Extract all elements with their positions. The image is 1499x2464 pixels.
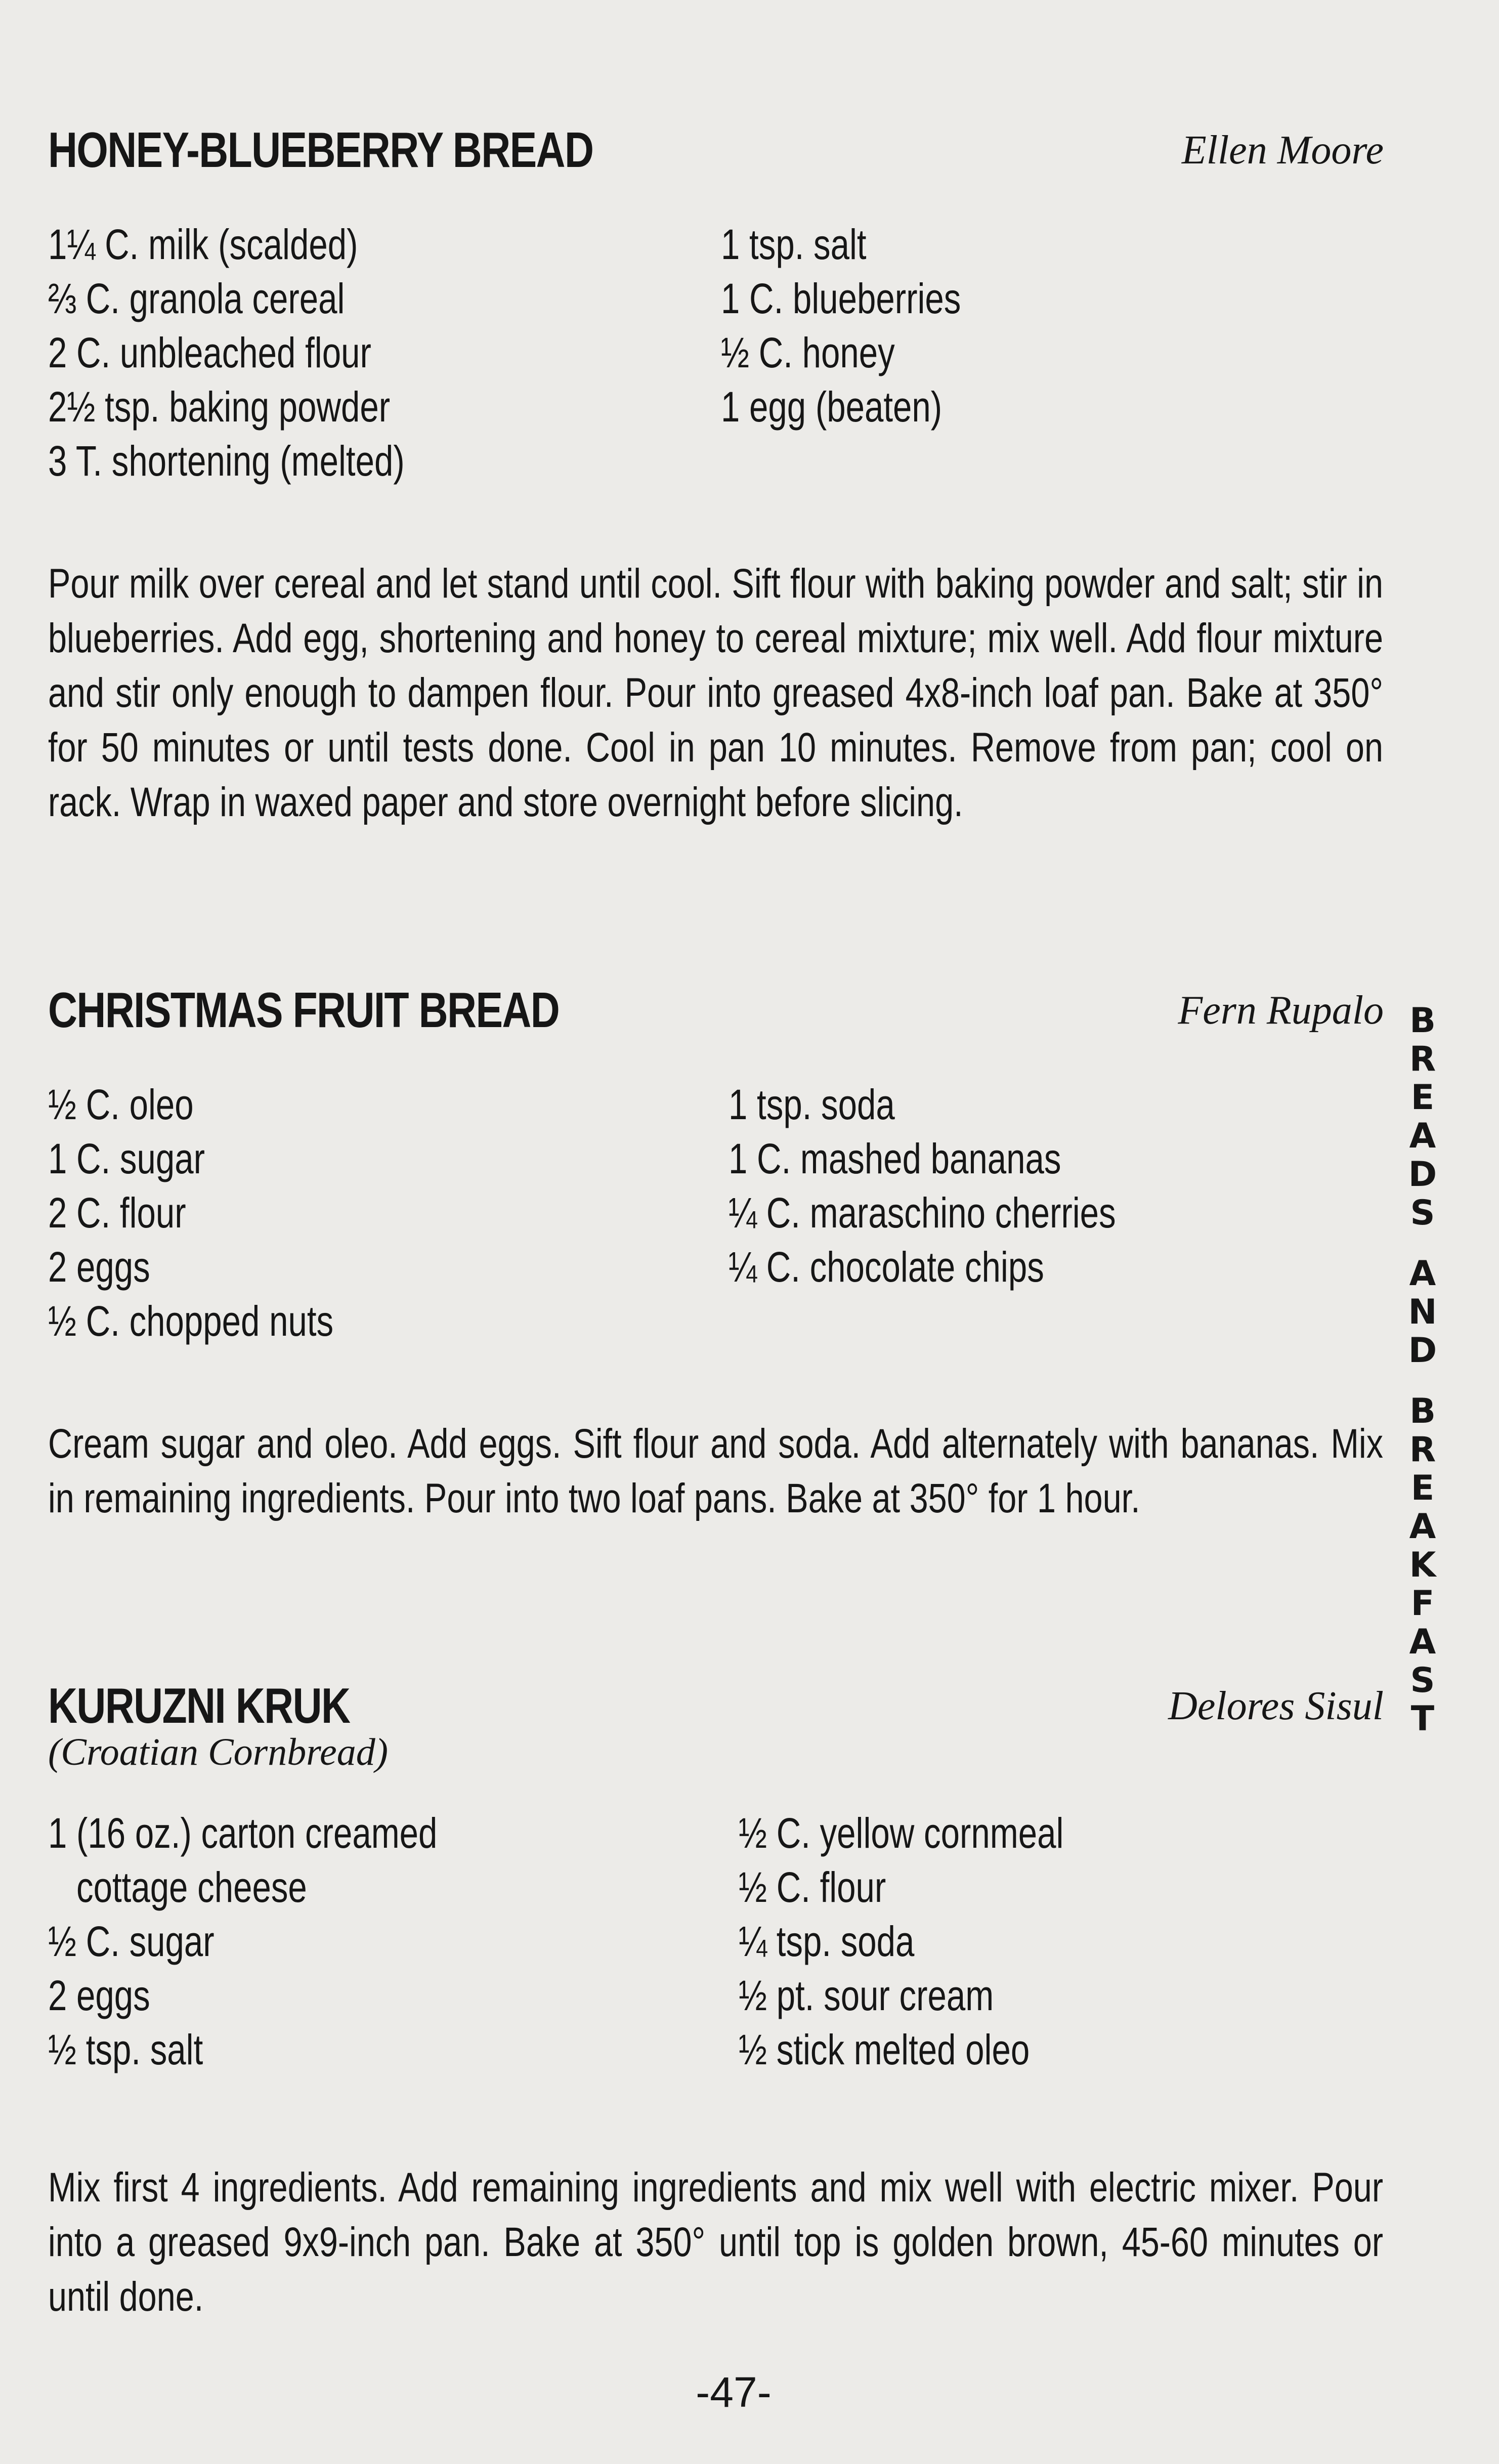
ingredient-list (48, 1806, 1384, 2090)
ingredient: ⅔ C. granola cereal (48, 275, 345, 322)
section-tab-letter: R (1409, 1039, 1436, 1079)
ingredient: 3 T. shortening (melted) (48, 437, 405, 485)
recipe-honey-blueberry-bread (48, 121, 1384, 825)
ingredient: ½ C. flour (739, 1863, 886, 1911)
section-tab-letter: D (1408, 1155, 1437, 1195)
section-tab-letter: A (1409, 1254, 1436, 1294)
ingredient: 2 C. unbleached flour (48, 329, 371, 376)
ingredient: 1 tsp. soda (729, 1081, 895, 1128)
ingredient: 1 C. blueberries (721, 275, 961, 322)
recipe-title: KURUZNI KRUK (48, 1678, 350, 1733)
ingredient-column-right (729, 1078, 1213, 1294)
ingredient: 1 egg (beaten) (721, 383, 943, 431)
method-text: Pour milk over cereal and let stand until cool. Sift flour with baking powder and salt; stir in blueberries. Add egg, shortening and honey to cereal mixture; mix well. Add flour mixture and stir only enough to dampen flour. Pour into greased 4x8-inch loaf pan. Bake at 350° for 50 minutes or until tests done. Cool in pan 10 minutes. Remove from pan; cool on rack. Wrap in waxed paper and store overnight before slicing. (48, 561, 1383, 825)
ingredient: ¼ C. chocolate chips (729, 1243, 1044, 1291)
ingredient: 1 (16 oz.) carton creamed (48, 1809, 438, 1857)
ingredient: ½ C. yellow cornmeal (739, 1809, 1064, 1857)
recipe-kuruzni-kruk (48, 1677, 1384, 2320)
ingredient: 1 C. mashed bananas (729, 1135, 1061, 1182)
ingredient-list (48, 1078, 1384, 1361)
ingredient-column-left (48, 1806, 535, 2077)
recipe-author: Delores Sisul (1168, 1684, 1384, 1728)
section-tab-word (1402, 1255, 1443, 1370)
ingredient: ½ C. oleo (48, 1081, 194, 1128)
ingredient: ½ pt. sour cream (739, 1972, 994, 2019)
page-number: -47- (696, 2368, 772, 2416)
section-tab (1402, 1002, 1443, 1761)
recipe-method (48, 557, 1384, 830)
ingredient: ¼ tsp. soda (739, 1918, 915, 1965)
ingredient: 2 C. flour (48, 1189, 186, 1237)
ingredient: ½ tsp. salt (48, 2026, 203, 2073)
section-tab-letter: E (1410, 1468, 1435, 1508)
ingredient: 2½ tsp. baking powder (48, 383, 391, 431)
method-text: Mix first 4 ingredients. Add remaining ingredients and mix well with electric mixer. Pour into a greased 9x9-inch pan. Bake at 350° until top is golden brown, 45-60 minutes or until done. (48, 2164, 1383, 2320)
ingredient: 2 eggs (48, 1972, 150, 2019)
section-tab-letter: E (1410, 1078, 1435, 1118)
ingredient: 1 C. sugar (48, 1135, 205, 1182)
section-tab-letter: A (1409, 1507, 1436, 1547)
ingredient: ½ C. honey (721, 329, 895, 376)
section-tab-word (1402, 1392, 1443, 1738)
section-tab-letter: S (1410, 1661, 1435, 1701)
recipe-subtitle: (Croatian Cornbread) (48, 1731, 389, 1773)
ingredient: ½ C. sugar (48, 1918, 215, 1965)
ingredient-column-right (739, 1806, 1145, 2077)
ingredient: 1¼ C. milk (scalded) (48, 221, 358, 268)
ingredient-list (48, 218, 1384, 501)
recipe-author: Fern Rupalo (1178, 988, 1384, 1033)
ingredient: ¼ C. maraschino cherries (729, 1189, 1116, 1237)
recipe-method (48, 1417, 1384, 1526)
ingredient: ½ stick melted oleo (739, 2026, 1030, 2073)
section-tab-letter: T (1410, 1699, 1435, 1739)
section-tab-letter: B (1409, 1391, 1436, 1431)
section-tab-letter: A (1409, 1116, 1436, 1156)
section-tab-letter: A (1409, 1622, 1436, 1662)
section-tab-letter: N (1408, 1292, 1437, 1332)
recipe-author: Ellen Moore (1181, 128, 1384, 173)
recipe-method (48, 2160, 1384, 2324)
method-text: Cream sugar and oleo. Add eggs. Sift flour and soda. Add alternately with bananas. Mix in remaining ingredients. Pour into two loaf pans. Bake at 350° for 1 hour. (48, 1421, 1383, 1521)
section-tab-letter: B (1409, 1001, 1436, 1041)
ingredient: 1 tsp. salt (721, 221, 867, 268)
ingredient-continued: cottage cheese (76, 1863, 307, 1911)
ingredient-column-left (48, 218, 494, 488)
ingredient-column-right (721, 218, 1021, 434)
section-tab-letter: D (1408, 1331, 1437, 1371)
ingredient: ½ C. chopped nuts (48, 1297, 334, 1345)
recipe-christmas-fruit-bread (48, 982, 1384, 1521)
recipe-title: CHRISTMAS FRUIT BREAD (48, 982, 560, 1038)
ingredient-column-left (48, 1078, 405, 1348)
recipe-header (48, 982, 1384, 1057)
section-tab-letter: S (1410, 1193, 1435, 1233)
recipe-header (48, 121, 1384, 197)
section-tab-letter: K (1409, 1545, 1436, 1585)
section-tab-word (1402, 1002, 1443, 1233)
section-tab-letter: F (1410, 1584, 1435, 1624)
ingredient: 2 eggs (48, 1243, 150, 1291)
recipe-title: HONEY-BLUEBERRY BREAD (48, 122, 593, 178)
section-tab-letter: R (1409, 1430, 1436, 1470)
recipe-header (48, 1677, 1384, 1753)
